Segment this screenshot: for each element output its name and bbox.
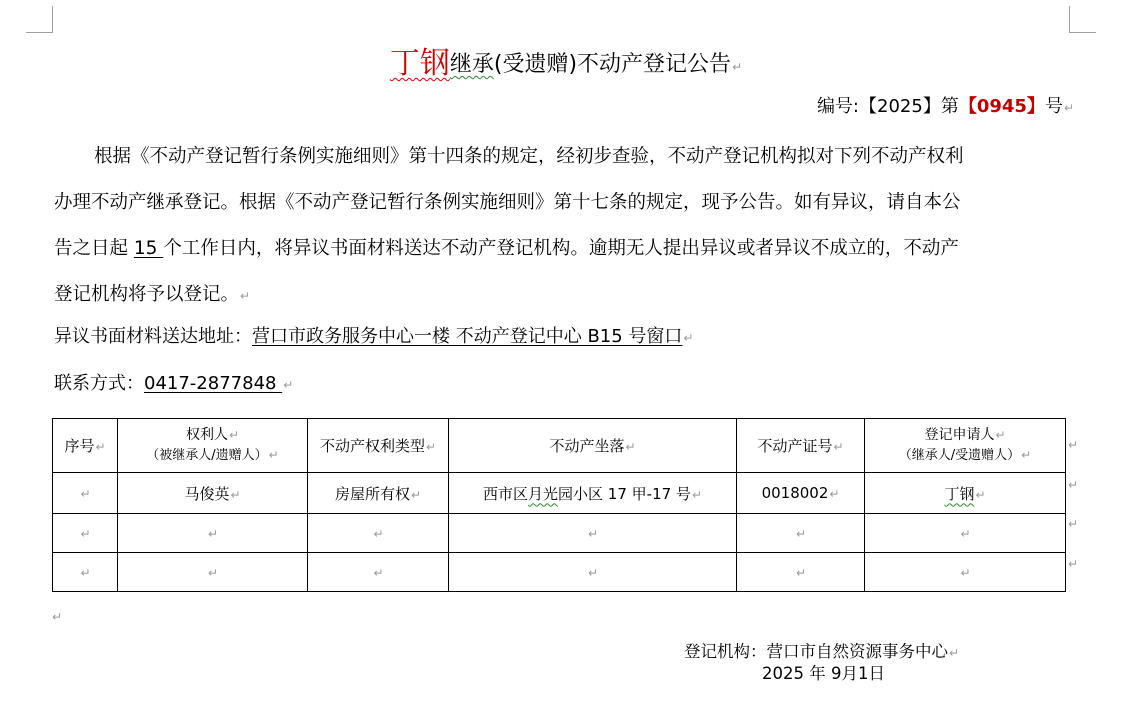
header-applicant-sub-text: （继承人/受遗赠人） xyxy=(898,448,1021,463)
registration-table xyxy=(52,418,1066,592)
cell-mark: ↵ xyxy=(833,440,844,454)
address-line xyxy=(54,322,693,348)
cell-mark: ↵ xyxy=(80,566,91,580)
table-row xyxy=(53,553,1066,592)
header-applicant-main xyxy=(865,425,1065,445)
row-end-mark: ↵ xyxy=(1068,438,1079,452)
header-holder-sub-text: （被继承人/遗赠人） xyxy=(146,448,268,463)
cell-location-name: 月光 xyxy=(528,484,559,503)
cell-seq xyxy=(53,473,118,514)
cell-type xyxy=(308,553,449,592)
address-label: 异议书面材料送达地址： xyxy=(54,326,252,347)
cell-mark: ↵ xyxy=(80,527,91,541)
cell-mark: ↵ xyxy=(1021,448,1032,462)
objection-days: 15 xyxy=(133,238,164,259)
authority-label: 登记机构： xyxy=(684,642,767,661)
paragraph-mark: ↵ xyxy=(283,378,294,392)
header-holder-main-text: 权利人 xyxy=(185,427,228,443)
cell-applicant xyxy=(865,553,1066,592)
cell-mark: ↵ xyxy=(587,527,599,541)
body-paragraph xyxy=(54,134,1072,319)
cell-applicant xyxy=(865,473,1066,514)
cell-mark: ↵ xyxy=(373,527,384,541)
cell-cert xyxy=(737,514,865,553)
cell-cert xyxy=(737,473,865,514)
cell-holder xyxy=(118,473,308,514)
cell-holder xyxy=(118,553,308,592)
cell-seq xyxy=(53,514,118,553)
authority-value: 营口市自然资源事务中心 xyxy=(766,642,948,661)
paragraph-mark: ↵ xyxy=(1063,101,1074,115)
cell-location-rest: 园小区 17 甲-17 号 xyxy=(558,484,691,503)
cell-mark: ↵ xyxy=(373,566,384,580)
header-seq-text: 序号 xyxy=(64,437,95,455)
cell-mark: ↵ xyxy=(268,448,279,462)
title-name: 丁钢 xyxy=(389,46,450,81)
cell-mark: ↵ xyxy=(207,566,219,580)
cell-applicant-text: 丁钢 xyxy=(944,484,975,503)
cell-cert-text: 0018002 xyxy=(761,484,829,502)
cell-mark: ↵ xyxy=(410,487,422,502)
cell-holder xyxy=(118,514,308,553)
body-line-2 xyxy=(54,180,1072,226)
body-line-2-text: 办理不动产继承登记。根据《不动产登记暂行条例实施细则》第十七条的规定，现予公告。如有异议，请自本公 xyxy=(54,192,961,213)
registration-authority xyxy=(684,638,959,662)
cell-type-text: 房屋所有权 xyxy=(334,484,410,503)
header-applicant-main-text: 登记申请人 xyxy=(924,427,995,443)
contact-line xyxy=(54,369,293,395)
header-holder xyxy=(118,419,308,473)
header-cert-text: 不动产证号 xyxy=(757,437,833,455)
cell-mark: ↵ xyxy=(95,440,106,454)
cell-holder-text: 马俊英 xyxy=(184,484,230,503)
cell-location xyxy=(449,473,737,514)
cell-mark: ↵ xyxy=(960,527,971,541)
paragraph-mark: ↵ xyxy=(240,289,251,303)
row-end-mark: ↵ xyxy=(1068,478,1079,492)
cell-seq xyxy=(53,553,118,592)
table-row xyxy=(53,473,1066,514)
announcement-number xyxy=(817,92,1074,118)
number-prefix: 编号: xyxy=(816,96,860,117)
empty-paragraph-mark: ↵ xyxy=(52,610,63,624)
table-row xyxy=(53,514,1066,553)
cell-mark: ↵ xyxy=(80,487,91,501)
cell-location-district: 西市区 xyxy=(483,484,529,503)
cell-mark: ↵ xyxy=(425,440,437,454)
table-header-row xyxy=(53,419,1066,473)
row-end-mark: ↵ xyxy=(1068,517,1079,531)
header-applicant xyxy=(865,419,1066,473)
cell-applicant xyxy=(865,514,1066,553)
header-location-text: 不动产坐落 xyxy=(549,437,625,455)
number-mid: 第 xyxy=(940,96,959,117)
cell-mark: ↵ xyxy=(207,527,219,541)
contact-label: 联系方式： xyxy=(54,373,144,394)
header-location xyxy=(449,419,737,473)
header-holder-main xyxy=(118,425,307,445)
cell-mark: ↵ xyxy=(960,566,971,580)
cell-mark: ↵ xyxy=(587,566,599,580)
page-corner-mark-top-left xyxy=(26,6,53,33)
address-value: 营口市政务服务中心一楼 不动产登记中心 B15 号窗口 xyxy=(252,326,683,347)
page-corner-mark-top-right xyxy=(1069,6,1096,33)
body-line-4-text: 登记机构将予以登记。 xyxy=(54,284,240,305)
paragraph-mark: ↵ xyxy=(949,646,960,660)
number-suffix: 号 xyxy=(1044,96,1063,117)
paragraph-mark: ↵ xyxy=(732,60,743,74)
cell-mark: ↵ xyxy=(795,527,807,541)
cell-location xyxy=(449,514,737,553)
cell-cert xyxy=(737,553,865,592)
header-holder-sub xyxy=(118,445,307,466)
row-end-mark: ↵ xyxy=(1068,557,1079,571)
cell-mark: ↵ xyxy=(691,487,702,502)
title-part-inherit: 继承 xyxy=(449,52,494,77)
body-line-1-text: 根据《不动产登记暂行条例实施细则》第十四条的规定，经初步查验，不动产登记机构拟对下列不动产权利 xyxy=(94,146,964,167)
cell-mark: ↵ xyxy=(829,487,840,501)
body-line-3 xyxy=(54,226,1072,272)
body-line-3-pre: 告之日起 xyxy=(54,238,134,259)
contact-phone: 0417-2877848 xyxy=(144,373,283,394)
header-type-text: 不动产权利类型 xyxy=(319,437,425,455)
header-type xyxy=(308,419,449,473)
cell-mark: ↵ xyxy=(230,487,241,502)
cell-mark: ↵ xyxy=(975,487,986,502)
title-part-notice: 不动产登记公告 xyxy=(577,52,732,77)
number-value: 【0945】 xyxy=(958,96,1045,117)
title-part-bequest: (受遗赠) xyxy=(493,52,578,77)
cell-mark: ↵ xyxy=(228,428,240,442)
body-line-1 xyxy=(54,134,1072,180)
cell-type xyxy=(308,473,449,514)
paragraph-mark: ↵ xyxy=(683,331,694,345)
number-year: 【2025】 xyxy=(859,96,941,117)
header-cert xyxy=(737,419,865,473)
announcement-date xyxy=(762,660,885,684)
cell-mark: ↵ xyxy=(795,566,807,580)
body-line-4 xyxy=(54,272,1072,319)
date-value: 2025 年 9月1日 xyxy=(762,664,885,683)
announcement-title xyxy=(0,36,1132,80)
cell-mark: ↵ xyxy=(625,440,636,454)
cell-mark: ↵ xyxy=(995,428,1006,442)
header-seq xyxy=(53,419,118,473)
body-line-3-post: 个工作日内，将异议书面材料送达不动产登记机构。逾期无人提出异议或者异议不成立的，不动产 xyxy=(163,238,959,259)
cell-location xyxy=(449,553,737,592)
cell-type xyxy=(308,514,449,553)
header-applicant-sub xyxy=(865,445,1065,466)
